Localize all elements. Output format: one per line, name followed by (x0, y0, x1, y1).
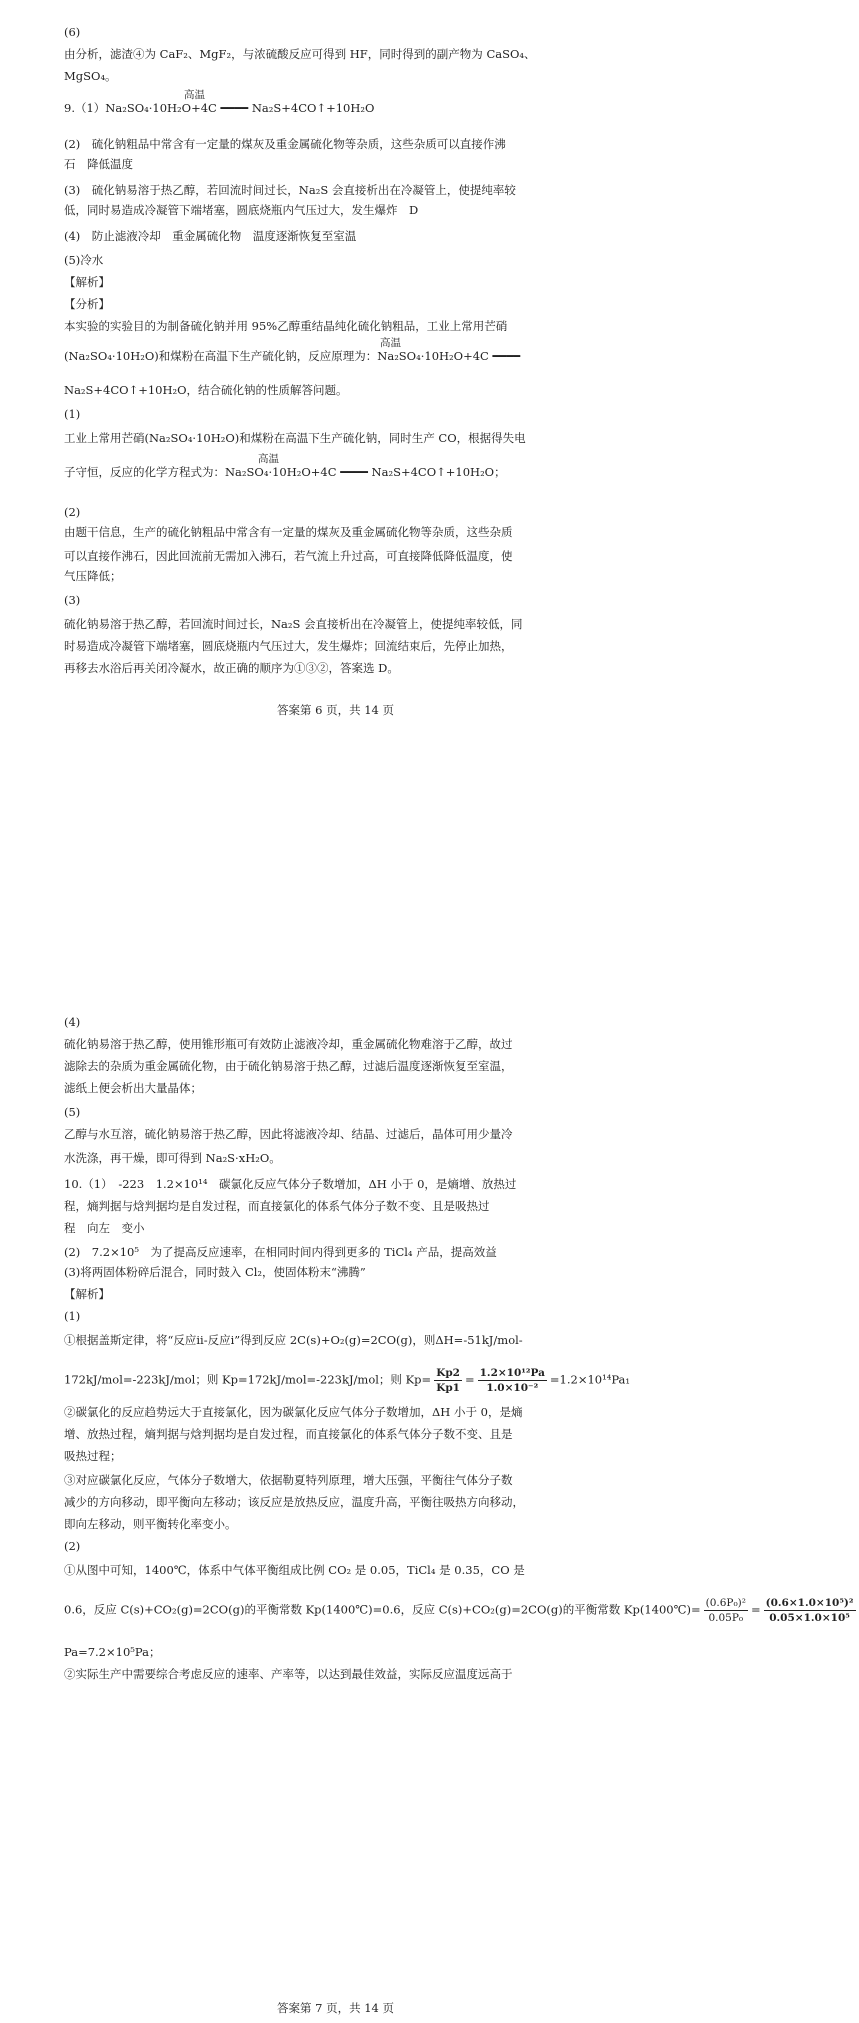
kp-value-fraction (478, 1366, 547, 1395)
answer-line: (1) (64, 407, 81, 421)
kp1400-fraction (704, 1596, 748, 1625)
answer-line: (2) (64, 1539, 81, 1553)
answer-line: ②碳氯化的反应趋势远大于直接氯化，因为碳氯化反应气体分子数增加，ΔH 小于 0，是熵 (64, 1405, 523, 1419)
answer-line: 减少的方向移动，即平衡向左移动；该反应是放热反应，温度升高，平衡往吸热方向移动， (64, 1495, 524, 1509)
answer-line: 由分析，滤渣④为 CaF₂、MgF₂，与浓硫酸反应可得到 HF，同时得到的副产物为 CaSO₄、 (64, 47, 536, 61)
answer-line: (6) (64, 25, 81, 39)
answer-line: (Na₂SO₄·10H₂O)和煤粉在高温下生产硫化钠，反应原理为：Na₂SO₄·10H₂O+4C ━━━━ (64, 349, 521, 363)
kp1400-value-fraction-numerator: (0.6×1.0×10⁵)² (765, 1597, 854, 1609)
answer-page-7 (0, 1000, 854, 2023)
answer-line: (2) 7.2×10⁵ 为了提高反应速率，在相同时间内得到更多的 TiCl₄ 产品，提高效益 (64, 1245, 497, 1259)
kp-value-fraction-denominator: 1.0×10⁻² (486, 1382, 539, 1394)
answer-line: 硫化钠易溶于热乙醇，若回流时间过长，Na₂S 会直接析出在冷凝管上，使提纯率较低，同 (64, 617, 523, 631)
kp1400-fraction-numerator: (0.6P₀)² (705, 1597, 746, 1609)
answer-line: 可以直接作沸石，因此回流前无需加入沸石，若气流上升过高，可直接降低降低温度，使 (64, 549, 513, 563)
answer-line: 程 向左 变小 (64, 1221, 145, 1235)
answer-line: 【解析】 (64, 1287, 110, 1301)
answer-line: 本实验的实验目的为制备硫化钠并用 95%乙醇重结晶纯化硫化钠粗品，工业上常用芒硝 (64, 319, 508, 333)
kp1400-prefix: 0.6，反应 C(s)+CO₂(g)=2CO(g)的平衡常数 Kp(1400℃)= (382, 1602, 701, 1617)
kp-fraction-numerator: Kp2 (436, 1367, 460, 1379)
reaction-condition: 高温 (258, 453, 279, 465)
answer-line: 0.6，反应 C(s)+CO₂(g)=2CO(g)的平衡常数 Kp(1400℃)=0.6，反应 C(s)+CO₂(g)=2CO(g)的平衡常数 Kp(1400℃)= $\frac{\text{(0.6P₀)²}}{\text{0.05P₀}}$ = $\frac{\text{(0.6×1.0×10⁵)²}}{\text{0.05×1.0×10⁵}}$ (64, 1597, 854, 1624)
answer-line: 程，熵判据与焓判据均是自发过程，而直接氯化的体系气体分子数不变、且是吸热过 (64, 1199, 490, 1213)
answer-line: (5)冷水 (64, 253, 104, 267)
answer-line: 10.（1） -223 1.2×10¹⁴ 碳氯化反应气体分子数增加，ΔH 小于 0，是熵增、放热过 (64, 1177, 517, 1191)
answer-line: 低，同时易造成冷凝管下端堵塞，圆底烧瓶内气压过大，发生爆炸 D (64, 203, 419, 217)
answer-line: ①根据盖斯定律，将“反应ii-反应i”得到反应 2C(s)+O₂(g)=2CO(g)，则ΔH=-51kJ/mol- (64, 1333, 523, 1347)
answer-line: Pa=7.2×10⁵Pa； (64, 1645, 161, 1659)
equals-sign: = (750, 1602, 761, 1617)
answer-line: (2) 硫化钠粗品中常含有一定量的煤灰及重金属硫化物等杂质，这些杂质可以直接作沸 (64, 137, 506, 151)
answer-line: 硫化钠易溶于热乙醇，使用锥形瓶可有效防止滤液冷却，重金属硫化物难溶于乙醇，故过 (64, 1037, 513, 1051)
answer-line: 工业上常用芒硝(Na₂SO₄·10H₂O)和煤粉在高温下生产硫化钠，同时生产 CO，根据得失电 (64, 431, 526, 445)
answer-line: ③对应碳氯化反应，气体分子数增大，依据勒夏特列原理，增大压强，平衡往气体分子数 (64, 1473, 513, 1487)
answer-line: ②实际生产中需要综合考虑反应的速率、产率等，以达到最佳效益，实际反应温度远高于 (64, 1667, 513, 1681)
answer-line: (1) (64, 1309, 81, 1323)
page-footer: 答案第 7 页，共 14 页 (276, 2001, 395, 2015)
reaction-condition: 高温 (380, 337, 401, 349)
answer-line: (3) (64, 593, 81, 607)
answer-page-6 (0, 0, 671, 960)
answer-line: 由题干信息，生产的硫化钠粗品中常含有一定量的煤灰及重金属硫化物等杂质，这些杂质 (64, 525, 513, 539)
answer-line: (3) 硫化钠易溶于热乙醇，若回流时间过长，Na₂S 会直接析出在冷凝管上，使提纯率较 (64, 183, 516, 197)
answer-line: 增、放热过程，熵判据与焓判据均是自发过程，而直接氯化的体系气体分子数不变、且是 (64, 1427, 513, 1441)
answer-line: (3)将两固体粉碎后混合，同时鼓入 Cl₂，使固体粉末“沸腾” (64, 1265, 366, 1279)
answer-line: 子守恒，反应的化学方程式为：Na₂SO₄·10H₂O+4C ━━━━ Na₂S+4CO↑+10H₂O； (64, 465, 506, 479)
answer-line: (4) 防止滤液冷却 重金属硫化物 温度逐渐恢复至室温 (64, 229, 357, 243)
answer-line: (5) (64, 1105, 81, 1119)
kp-fraction (434, 1366, 462, 1395)
answer-line: 即向左移动，则平衡转化率变小。 (64, 1517, 237, 1531)
equals-sign: = (464, 1372, 475, 1387)
answer-line: 再移去水浴后再关闭冷凝水，故正确的顺序为①③②，答案选 D。 (64, 661, 399, 675)
kp-value-fraction-numerator: 1.2×10¹²Pa (479, 1367, 545, 1379)
answer-line: 吸热过程； (64, 1449, 122, 1463)
answer-line: 滤除去的杂质为重金属硫化物，由于硫化钠易溶于热乙醇，过滤后温度逐渐恢复至室温， (64, 1059, 513, 1073)
kp1400-fraction-denominator: 0.05P₀ (708, 1612, 744, 1624)
answer-line: 9.（1）Na₂SO₄·10H₂O+4C ━━━━ Na₂S+4CO↑+10H₂O (64, 101, 375, 115)
answer-line: 172kJ/mol=-223kJ/mol；则 Kp=172kJ/mol=-223kJ/mol；则 Kp= $\frac{Kp2}{Kp1}$ = $\frac{\text{1.2×10¹²Pa}}{\text{1.0×10⁻²}}$ =1.2×10¹⁴Pa₁ (64, 1367, 631, 1394)
answer-line: 水洗涤，再干燥，即可得到 Na₂S·xH₂O。 (64, 1151, 281, 1165)
answer-line: (2) (64, 505, 81, 519)
answer-line: ①从图中可知，1400℃，体系中气体平衡组成比例 CO₂ 是 0.05，TiCl₄ 是 0.35，CO 是 (64, 1563, 525, 1577)
kp1400-value-fraction-denominator: 0.05×1.0×10⁵ (769, 1612, 850, 1624)
kp-prefix: 172kJ/mol=-223kJ/mol；则 Kp= (247, 1372, 432, 1387)
kp-fraction-denominator: Kp1 (436, 1382, 460, 1394)
page-footer: 答案第 6 页，共 14 页 (276, 703, 395, 717)
answer-line: 滤纸上便会析出大量晶体； (64, 1081, 202, 1095)
answer-line: MgSO₄。 (64, 69, 117, 83)
answer-line: 乙醇与水互溶，硫化钠易溶于热乙醇，因此将滤液冷却、结晶、过滤后，晶体可用少量冷 (64, 1127, 513, 1141)
answer-line: (4) (64, 1015, 81, 1029)
answer-line: 时易造成冷凝管下端堵塞，圆底烧瓶内气压过大，发生爆炸；回流结束后，先停止加热， (64, 639, 513, 653)
answer-line: 【分析】 (64, 297, 110, 311)
answer-line: 石 降低温度 (64, 157, 133, 171)
kp1400-value-fraction (764, 1596, 856, 1625)
reaction-condition: 高温 (184, 89, 205, 101)
kp-result: =1.2×10¹⁴Pa₁ (549, 1372, 631, 1387)
answer-line: 气压降低； (64, 569, 122, 583)
answer-line: Na₂S+4CO↑+10H₂O，结合硫化钠的性质解答问题。 (64, 383, 348, 397)
answer-line: 【解析】 (64, 275, 110, 289)
